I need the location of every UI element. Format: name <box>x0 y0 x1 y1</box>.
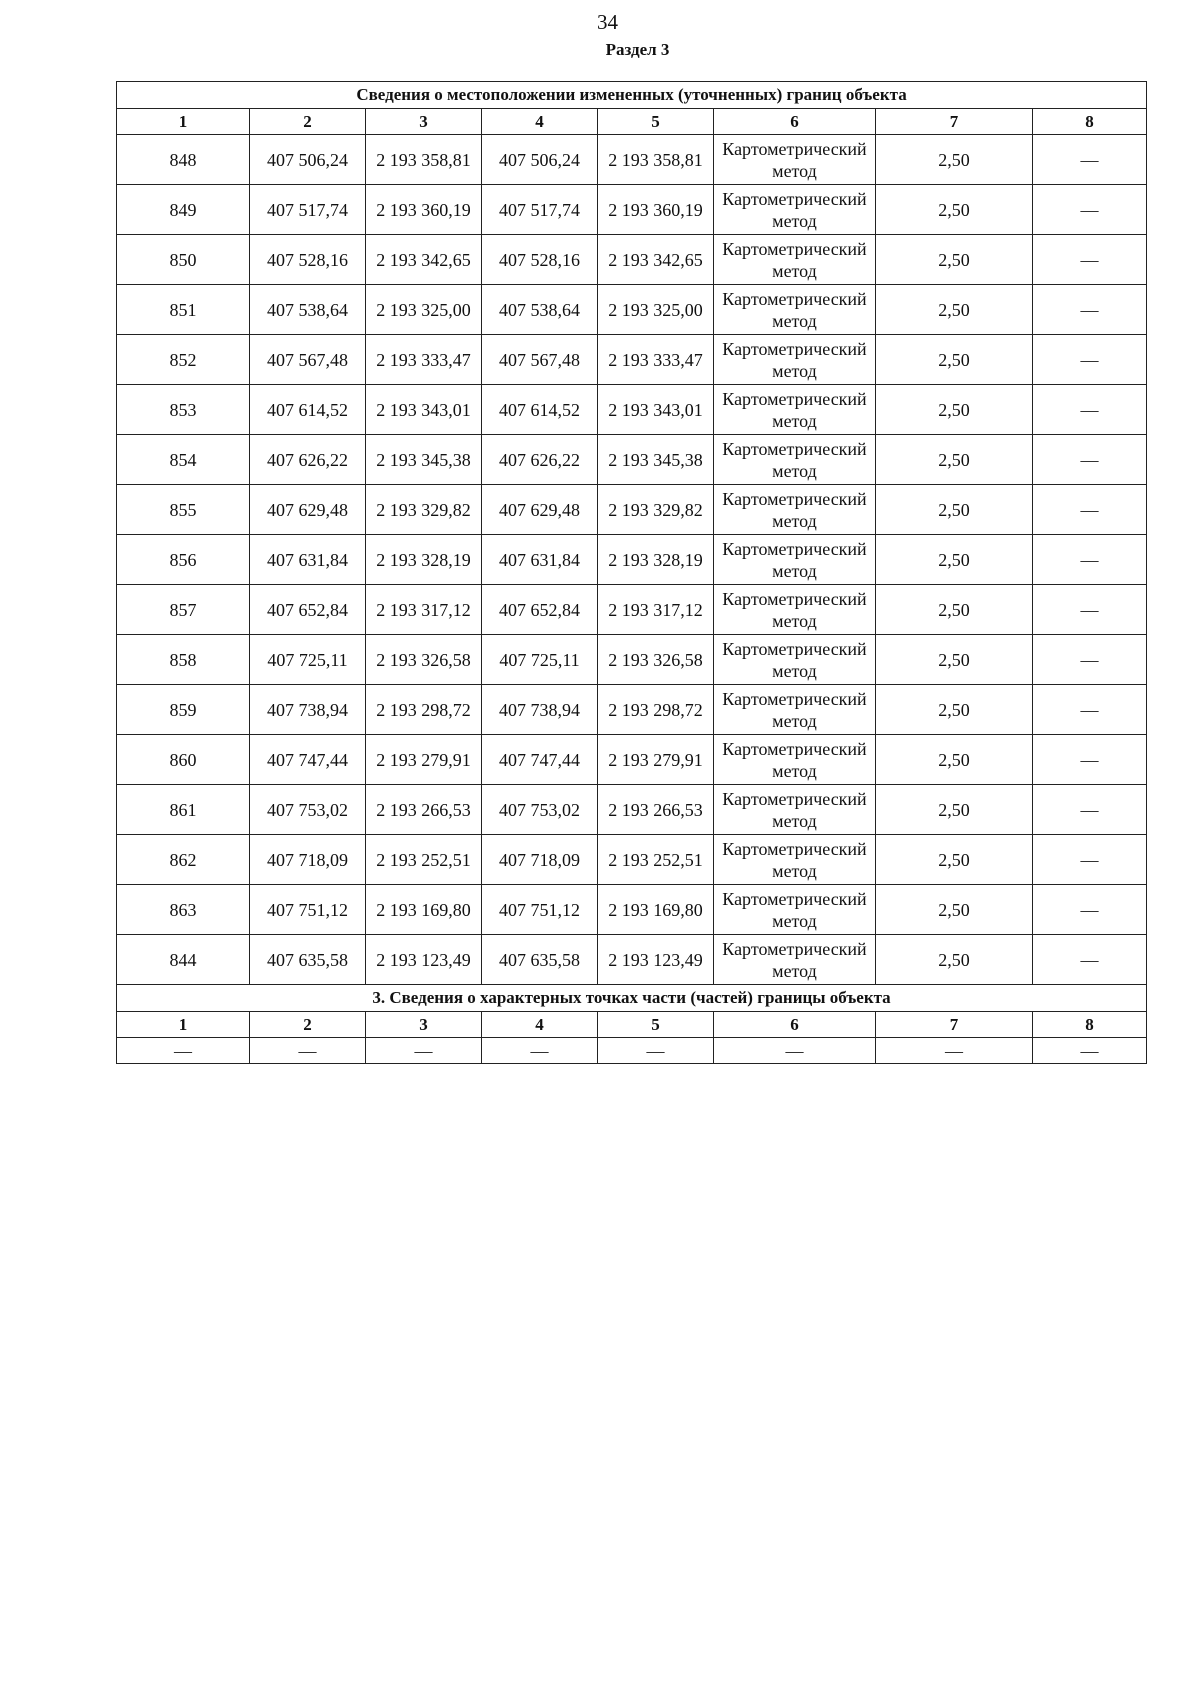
empty-value-cell: — <box>714 1038 876 1064</box>
point-number-cell: 853 <box>117 385 250 435</box>
table-row <box>117 735 1147 785</box>
old-y-cell: 2 193 343,01 <box>366 385 482 435</box>
new-y-cell: 2 193 317,12 <box>598 585 714 635</box>
accuracy-cell: 2,50 <box>876 385 1033 435</box>
new-x-cell: 407 567,48 <box>482 335 598 385</box>
table-row <box>117 885 1147 935</box>
subsection-caption: 3. Сведения о характерных точках части (частей) границы объекта <box>117 985 1147 1012</box>
column-number-cell: 2 <box>250 109 366 135</box>
table-body <box>117 82 1147 1064</box>
old-y-cell: 2 193 360,19 <box>366 185 482 235</box>
method-cell: Картометрический метод <box>714 385 876 435</box>
empty-value-cell: — <box>117 1038 250 1064</box>
column-number-cell: 4 <box>482 1012 598 1038</box>
table-row <box>117 585 1147 635</box>
method-cell: Картометрический метод <box>714 135 876 185</box>
method-cell: Картометрический метод <box>714 635 876 685</box>
empty-value-cell: — <box>366 1038 482 1064</box>
note-cell: — <box>1033 785 1147 835</box>
accuracy-cell: 2,50 <box>876 335 1033 385</box>
new-y-cell: 2 193 252,51 <box>598 835 714 885</box>
new-x-cell: 407 538,64 <box>482 285 598 335</box>
old-y-cell: 2 193 358,81 <box>366 135 482 185</box>
old-x-cell: 407 506,24 <box>250 135 366 185</box>
new-y-cell: 2 193 279,91 <box>598 735 714 785</box>
old-x-cell: 407 738,94 <box>250 685 366 735</box>
new-x-cell: 407 626,22 <box>482 435 598 485</box>
old-x-cell: 407 626,22 <box>250 435 366 485</box>
table-row <box>117 235 1147 285</box>
accuracy-cell: 2,50 <box>876 785 1033 835</box>
old-x-cell: 407 718,09 <box>250 835 366 885</box>
new-x-cell: 407 753,02 <box>482 785 598 835</box>
note-cell: — <box>1033 585 1147 635</box>
empty-value-cell: — <box>250 1038 366 1064</box>
table-row <box>117 485 1147 535</box>
note-cell: — <box>1033 285 1147 335</box>
point-number-cell: 850 <box>117 235 250 285</box>
old-y-cell: 2 193 123,49 <box>366 935 482 985</box>
new-y-cell: 2 193 333,47 <box>598 335 714 385</box>
section-title: Раздел 3 <box>605 40 670 59</box>
new-x-cell: 407 506,24 <box>482 135 598 185</box>
new-x-cell: 407 652,84 <box>482 585 598 635</box>
column-number-row <box>117 109 1147 135</box>
old-y-cell: 2 193 328,19 <box>366 535 482 585</box>
column-number-cell: 7 <box>876 1012 1033 1038</box>
method-cell: Картометрический метод <box>714 285 876 335</box>
new-x-cell: 407 751,12 <box>482 885 598 935</box>
table-row <box>117 135 1147 185</box>
old-x-cell: 407 614,52 <box>250 385 366 435</box>
column-number-cell: 8 <box>1033 1012 1147 1038</box>
new-y-cell: 2 193 328,19 <box>598 535 714 585</box>
method-cell: Картометрический метод <box>714 585 876 635</box>
old-y-cell: 2 193 333,47 <box>366 335 482 385</box>
column-number-cell: 3 <box>366 109 482 135</box>
point-number-cell: 844 <box>117 935 250 985</box>
old-y-cell: 2 193 298,72 <box>366 685 482 735</box>
table-caption-row <box>117 82 1147 109</box>
page-number: 34 <box>597 10 618 34</box>
column-number-cell: 1 <box>117 109 250 135</box>
note-cell: — <box>1033 235 1147 285</box>
old-y-cell: 2 193 252,51 <box>366 835 482 885</box>
old-y-cell: 2 193 326,58 <box>366 635 482 685</box>
point-number-cell: 859 <box>117 685 250 735</box>
table-row <box>117 1038 1147 1064</box>
table-row <box>117 785 1147 835</box>
old-x-cell: 407 528,16 <box>250 235 366 285</box>
old-x-cell: 407 631,84 <box>250 535 366 585</box>
column-number-cell: 2 <box>250 1012 366 1038</box>
column-number-cell: 4 <box>482 109 598 135</box>
accuracy-cell: 2,50 <box>876 935 1033 985</box>
column-number-cell: 6 <box>714 1012 876 1038</box>
empty-value-cell: — <box>1033 1038 1147 1064</box>
point-number-cell: 862 <box>117 835 250 885</box>
new-y-cell: 2 193 329,82 <box>598 485 714 535</box>
empty-value-cell: — <box>598 1038 714 1064</box>
table-row <box>117 535 1147 585</box>
note-cell: — <box>1033 485 1147 535</box>
note-cell: — <box>1033 385 1147 435</box>
new-x-cell: 407 635,58 <box>482 935 598 985</box>
new-x-cell: 407 738,94 <box>482 685 598 735</box>
method-cell: Картометрический метод <box>714 535 876 585</box>
new-y-cell: 2 193 345,38 <box>598 435 714 485</box>
note-cell: — <box>1033 885 1147 935</box>
column-number-cell: 6 <box>714 109 876 135</box>
table-row <box>117 835 1147 885</box>
old-x-cell: 407 751,12 <box>250 885 366 935</box>
new-x-cell: 407 747,44 <box>482 735 598 785</box>
accuracy-cell: 2,50 <box>876 535 1033 585</box>
note-cell: — <box>1033 185 1147 235</box>
table-row <box>117 285 1147 335</box>
new-x-cell: 407 725,11 <box>482 635 598 685</box>
method-cell: Картометрический метод <box>714 335 876 385</box>
new-y-cell: 2 193 360,19 <box>598 185 714 235</box>
column-number-cell: 1 <box>117 1012 250 1038</box>
accuracy-cell: 2,50 <box>876 135 1033 185</box>
table-row <box>117 635 1147 685</box>
point-number-cell: 849 <box>117 185 250 235</box>
new-y-cell: 2 193 326,58 <box>598 635 714 685</box>
old-y-cell: 2 193 266,53 <box>366 785 482 835</box>
old-x-cell: 407 538,64 <box>250 285 366 335</box>
note-cell: — <box>1033 835 1147 885</box>
point-number-cell: 861 <box>117 785 250 835</box>
method-cell: Картометрический метод <box>714 735 876 785</box>
table-row <box>117 185 1147 235</box>
old-x-cell: 407 753,02 <box>250 785 366 835</box>
method-cell: Картометрический метод <box>714 685 876 735</box>
new-y-cell: 2 193 325,00 <box>598 285 714 335</box>
accuracy-cell: 2,50 <box>876 185 1033 235</box>
subsection-column-number-row <box>117 1012 1147 1038</box>
old-x-cell: 407 567,48 <box>250 335 366 385</box>
new-x-cell: 407 718,09 <box>482 835 598 885</box>
old-y-cell: 2 193 342,65 <box>366 235 482 285</box>
new-y-cell: 2 193 358,81 <box>598 135 714 185</box>
accuracy-cell: 2,50 <box>876 635 1033 685</box>
old-x-cell: 407 747,44 <box>250 735 366 785</box>
point-number-cell: 863 <box>117 885 250 935</box>
column-number-cell: 5 <box>598 109 714 135</box>
note-cell: — <box>1033 735 1147 785</box>
point-number-cell: 857 <box>117 585 250 635</box>
old-y-cell: 2 193 325,00 <box>366 285 482 335</box>
new-x-cell: 407 614,52 <box>482 385 598 435</box>
point-number-cell: 851 <box>117 285 250 335</box>
new-x-cell: 407 528,16 <box>482 235 598 285</box>
old-x-cell: 407 725,11 <box>250 635 366 685</box>
table-caption: Сведения о местоположении измененных (уточненных) границ объекта <box>117 82 1147 109</box>
old-x-cell: 407 629,48 <box>250 485 366 535</box>
note-cell: — <box>1033 635 1147 685</box>
accuracy-cell: 2,50 <box>876 585 1033 635</box>
new-y-cell: 2 193 169,80 <box>598 885 714 935</box>
new-x-cell: 407 629,48 <box>482 485 598 535</box>
boundary-table <box>116 81 1147 1064</box>
accuracy-cell: 2,50 <box>876 235 1033 285</box>
point-number-cell: 856 <box>117 535 250 585</box>
accuracy-cell: 2,50 <box>876 685 1033 735</box>
table-row <box>117 435 1147 485</box>
new-y-cell: 2 193 123,49 <box>598 935 714 985</box>
old-y-cell: 2 193 169,80 <box>366 885 482 935</box>
old-x-cell: 407 635,58 <box>250 935 366 985</box>
table-row <box>117 385 1147 435</box>
subsection-caption-row <box>117 985 1147 1012</box>
note-cell: — <box>1033 335 1147 385</box>
point-number-cell: 854 <box>117 435 250 485</box>
method-cell: Картометрический метод <box>714 885 876 935</box>
new-y-cell: 2 193 343,01 <box>598 385 714 435</box>
method-cell: Картометрический метод <box>714 785 876 835</box>
note-cell: — <box>1033 535 1147 585</box>
new-y-cell: 2 193 342,65 <box>598 235 714 285</box>
accuracy-cell: 2,50 <box>876 285 1033 335</box>
point-number-cell: 860 <box>117 735 250 785</box>
old-x-cell: 407 517,74 <box>250 185 366 235</box>
new-y-cell: 2 193 266,53 <box>598 785 714 835</box>
method-cell: Картометрический метод <box>714 935 876 985</box>
note-cell: — <box>1033 935 1147 985</box>
point-number-cell: 858 <box>117 635 250 685</box>
note-cell: — <box>1033 435 1147 485</box>
empty-value-cell: — <box>482 1038 598 1064</box>
old-x-cell: 407 652,84 <box>250 585 366 635</box>
empty-value-cell: — <box>876 1038 1033 1064</box>
note-cell: — <box>1033 135 1147 185</box>
accuracy-cell: 2,50 <box>876 835 1033 885</box>
column-number-cell: 8 <box>1033 109 1147 135</box>
accuracy-cell: 2,50 <box>876 435 1033 485</box>
new-x-cell: 407 517,74 <box>482 185 598 235</box>
method-cell: Картометрический метод <box>714 235 876 285</box>
method-cell: Картометрический метод <box>714 185 876 235</box>
note-cell: — <box>1033 685 1147 735</box>
accuracy-cell: 2,50 <box>876 485 1033 535</box>
old-y-cell: 2 193 345,38 <box>366 435 482 485</box>
method-cell: Картометрический метод <box>714 485 876 535</box>
column-number-cell: 7 <box>876 109 1033 135</box>
new-x-cell: 407 631,84 <box>482 535 598 585</box>
column-number-cell: 5 <box>598 1012 714 1038</box>
method-cell: Картометрический метод <box>714 435 876 485</box>
accuracy-cell: 2,50 <box>876 885 1033 935</box>
accuracy-cell: 2,50 <box>876 735 1033 785</box>
old-y-cell: 2 193 317,12 <box>366 585 482 635</box>
point-number-cell: 852 <box>117 335 250 385</box>
old-y-cell: 2 193 279,91 <box>366 735 482 785</box>
table-row <box>117 335 1147 385</box>
old-y-cell: 2 193 329,82 <box>366 485 482 535</box>
table-row <box>117 935 1147 985</box>
table-row <box>117 685 1147 735</box>
method-cell: Картометрический метод <box>714 835 876 885</box>
point-number-cell: 848 <box>117 135 250 185</box>
new-y-cell: 2 193 298,72 <box>598 685 714 735</box>
point-number-cell: 855 <box>117 485 250 535</box>
column-number-cell: 3 <box>366 1012 482 1038</box>
